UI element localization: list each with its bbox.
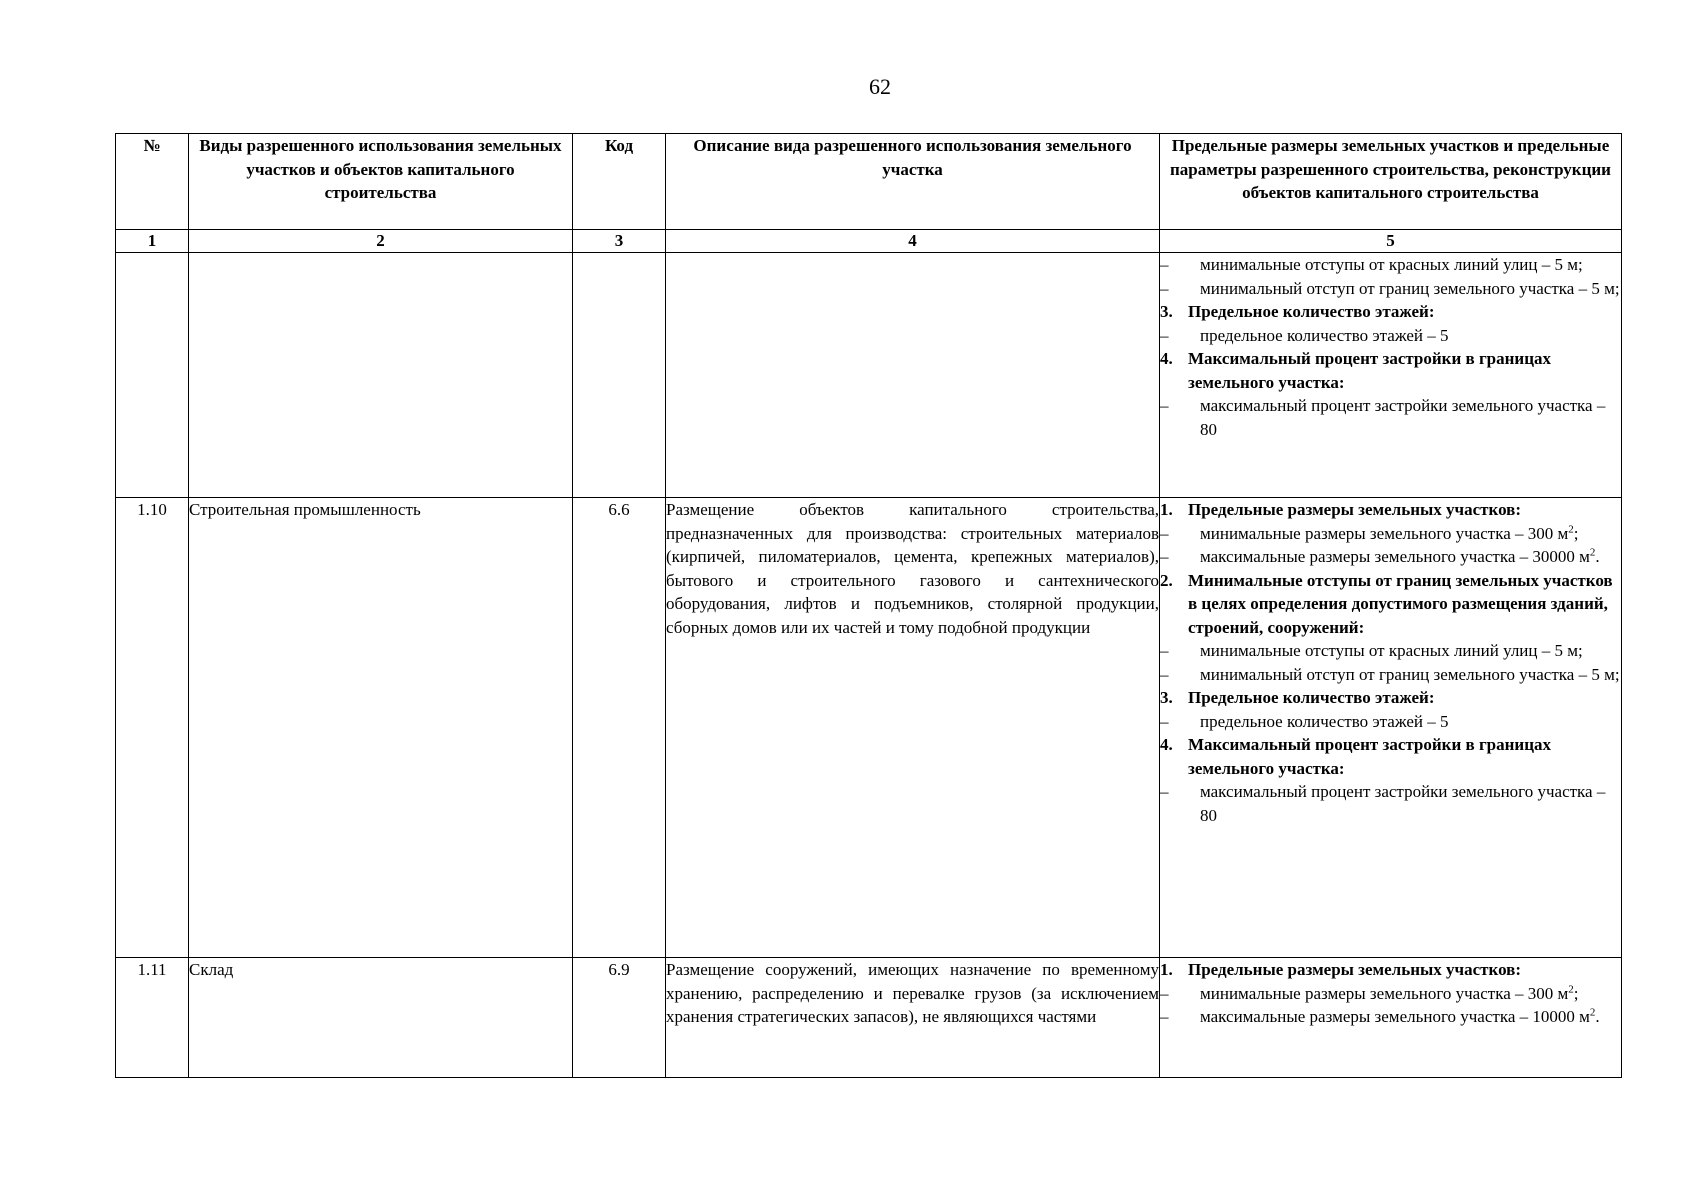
header-description: Описание вида разрешенного использования земельного участка xyxy=(666,134,1160,230)
parameter-text xyxy=(1200,1005,1621,1029)
header-types: Виды разрешенного использования земельных участков и объектов капитального строительства xyxy=(189,134,573,230)
list-dash: – xyxy=(1160,523,1169,543)
use-code: 6.6 xyxy=(573,498,666,958)
parameter-text-main: Максимальный процент застройки в границах земельного участка: xyxy=(1188,735,1552,778)
parameter-text-main: минимальный отступ от границ земельного участка – 5 м; xyxy=(1200,664,1620,684)
list-number: 4. xyxy=(1160,735,1173,754)
parameter-item xyxy=(1160,780,1621,827)
column-number: 1 xyxy=(116,230,189,253)
table-row xyxy=(116,498,1622,958)
parameter-item xyxy=(1160,394,1621,441)
use-description xyxy=(666,958,1160,1078)
parameters-cell xyxy=(1160,958,1622,1078)
row-number: 1.10 xyxy=(116,498,189,958)
header-limits: Предельные размеры земельных участков и предельные параметры разрешенного строительства, реконструкции объектов капитального строительства xyxy=(1160,134,1622,230)
parameter-text-main: максимальный процент застройки земельного участка – 80 xyxy=(1200,782,1606,825)
parameter-heading xyxy=(1160,958,1621,982)
parameter-text xyxy=(1188,569,1621,640)
parameter-text xyxy=(1188,733,1621,780)
parameter-text xyxy=(1200,639,1621,663)
parameter-text xyxy=(1200,394,1621,441)
column-number: 2 xyxy=(189,230,573,253)
table-body xyxy=(116,253,1622,1078)
list-dash: – xyxy=(1160,664,1169,684)
list-dash: – xyxy=(1160,255,1169,274)
parameters-cell xyxy=(1160,253,1622,498)
superscript: 2 xyxy=(1589,1006,1596,1019)
parameter-item xyxy=(1160,639,1621,663)
use-description xyxy=(666,253,1160,498)
parameter-text-tail: ; xyxy=(1573,523,1579,543)
header-row xyxy=(116,134,1622,230)
parameter-text-tail: . xyxy=(1595,1007,1600,1026)
parameter-text-main: максимальный процент застройки земельного участка – 80 xyxy=(1200,396,1606,439)
land-use-table xyxy=(115,133,1622,1078)
parameter-text-main: Предельные размеры земельных участков: xyxy=(1188,960,1522,979)
parameter-text-main: минимальные размеры земельного участка – 300 м xyxy=(1200,523,1569,543)
parameter-text-main: предельное количество этажей – 5 xyxy=(1200,325,1449,345)
parameter-text-main: Предельное количество этажей: xyxy=(1188,688,1435,707)
header-code: Код xyxy=(573,134,666,230)
parameter-item xyxy=(1160,982,1621,1006)
list-dash: – xyxy=(1160,641,1169,660)
parameter-text-main: минимальные отступы от красных линий улиц – 5 м; xyxy=(1200,255,1583,274)
parameter-text xyxy=(1200,982,1621,1006)
parameter-text xyxy=(1188,300,1621,324)
parameter-heading xyxy=(1160,569,1621,640)
parameter-item xyxy=(1160,1005,1621,1029)
parameter-text xyxy=(1200,253,1621,277)
page-number: 62 xyxy=(869,74,891,99)
list-number: 3. xyxy=(1160,302,1173,321)
parameter-item xyxy=(1160,253,1621,277)
use-code: 6.9 xyxy=(573,958,666,1078)
parameter-item xyxy=(1160,545,1621,569)
use-type-name: Склад xyxy=(189,958,573,1078)
list-number: 1. xyxy=(1160,500,1173,519)
parameter-text xyxy=(1188,686,1621,710)
use-description xyxy=(666,498,1160,958)
parameter-text xyxy=(1200,324,1621,348)
list-number: 1. xyxy=(1160,960,1173,979)
parameter-text xyxy=(1188,958,1621,982)
list-number: 4. xyxy=(1160,349,1173,368)
parameter-heading xyxy=(1160,347,1621,394)
parameter-item xyxy=(1160,522,1621,546)
superscript: 2 xyxy=(1589,546,1596,559)
parameter-text-main: минимальные отступы от красных линий улиц – 5 м; xyxy=(1200,641,1583,660)
parameter-text xyxy=(1200,277,1621,301)
parameter-heading xyxy=(1160,733,1621,780)
parameter-text-main: Предельное количество этажей: xyxy=(1188,302,1435,321)
superscript: 2 xyxy=(1568,522,1574,535)
list-number: 3. xyxy=(1160,688,1173,707)
parameters-cell xyxy=(1160,498,1622,958)
parameter-text-main: максимальные размеры земельного участка – 30000 м xyxy=(1200,547,1590,566)
parameter-item xyxy=(1160,277,1621,301)
column-number: 3 xyxy=(573,230,666,253)
parameter-text xyxy=(1200,663,1621,687)
use-code xyxy=(573,253,666,498)
header-num: № xyxy=(116,134,189,230)
parameter-heading xyxy=(1160,498,1621,522)
parameter-text-main: Минимальные отступы от границ земельных участков в целях определения допустимого размещения зданий, строений, сооружений: xyxy=(1188,570,1613,637)
parameter-text-main: предельное количество этажей – 5 xyxy=(1200,711,1449,731)
list-number: 2. xyxy=(1160,570,1173,590)
use-type-name xyxy=(189,253,573,498)
row-number xyxy=(116,253,189,498)
list-dash: – xyxy=(1160,278,1169,298)
list-dash: – xyxy=(1160,1007,1169,1026)
list-dash: – xyxy=(1160,711,1169,731)
parameter-item xyxy=(1160,324,1621,348)
list-dash: – xyxy=(1160,782,1169,801)
list-dash: – xyxy=(1160,547,1169,566)
parameter-text xyxy=(1200,522,1621,546)
column-number: 4 xyxy=(666,230,1160,253)
column-number-row xyxy=(116,230,1622,253)
parameter-text xyxy=(1188,498,1621,522)
use-type-name: Строительная промышленность xyxy=(189,498,573,958)
list-dash: – xyxy=(1160,396,1169,415)
column-number: 5 xyxy=(1160,230,1622,253)
parameter-text-tail: ; xyxy=(1573,983,1579,1003)
parameter-text xyxy=(1200,545,1621,569)
superscript: 2 xyxy=(1568,982,1574,995)
parameter-heading xyxy=(1160,300,1621,324)
parameter-text xyxy=(1200,710,1621,734)
list-dash: – xyxy=(1160,983,1169,1003)
parameter-item xyxy=(1160,710,1621,734)
parameter-text xyxy=(1188,347,1621,394)
list-dash: – xyxy=(1160,325,1169,345)
parameter-text-main: минимальный отступ от границ земельного участка – 5 м; xyxy=(1200,278,1620,298)
parameter-heading xyxy=(1160,686,1621,710)
parameter-text-main: максимальные размеры земельного участка – 10000 м xyxy=(1200,1007,1590,1026)
parameter-text-main: минимальные размеры земельного участка – 300 м xyxy=(1200,983,1569,1003)
table-row xyxy=(116,958,1622,1078)
row-number: 1.11 xyxy=(116,958,189,1078)
parameter-text-main: Максимальный процент застройки в границах земельного участка: xyxy=(1188,349,1552,392)
description-text: Размещение сооружений, имеющих назначение по временному хранению, распределению и перевалке грузов (за исключением хранения стратегических запасов), не являющихся частями xyxy=(666,960,1159,1026)
description-text: Размещение объектов капитального строительства, предназначенных для производства: строительных материалов (кирпичей, пиломатериалов, цемента, крепежных материалов), бытового и строительного газового и сантехнического оборудования, лифтов и подъемников, столярной продукции, сборных домов или их частей и тому подобной продукции xyxy=(666,500,1159,637)
parameter-item xyxy=(1160,663,1621,687)
parameter-text xyxy=(1200,780,1621,827)
parameter-text-tail: . xyxy=(1595,547,1600,566)
parameter-text-main: Предельные размеры земельных участков: xyxy=(1188,500,1522,519)
table-row xyxy=(116,253,1622,498)
